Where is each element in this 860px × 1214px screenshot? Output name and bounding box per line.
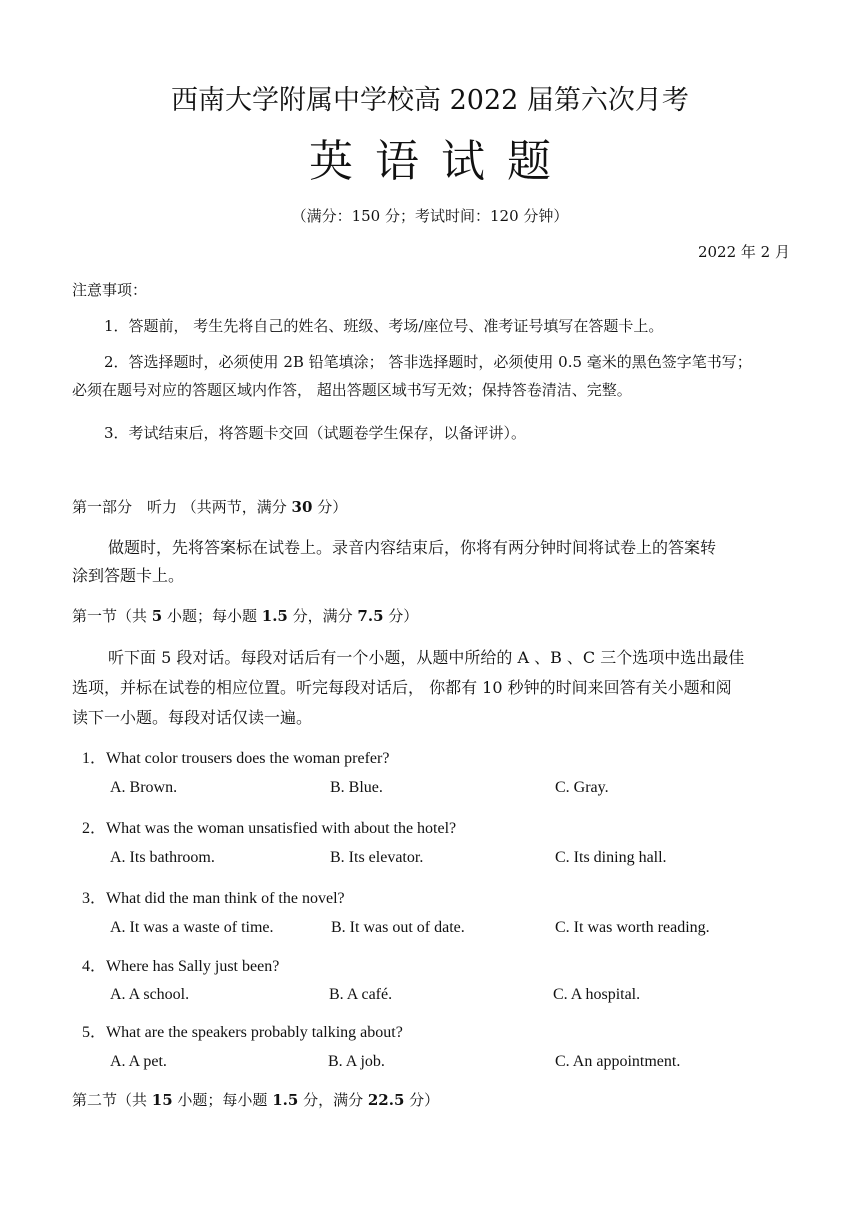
section1-intro-line-3: 读下一小题。每段对话仅读一遍。 <box>72 708 313 727</box>
section2-heading: 第二节（共 15 小题；每小题 1.5 分，满分 22.5 分） <box>72 1091 440 1109</box>
question-number: 5． <box>82 1024 107 1041</box>
question-5 <box>82 1019 403 1042</box>
option-c: C. Gray. <box>555 779 609 796</box>
question-number: 1． <box>82 750 107 767</box>
option-a: A. Brown. <box>110 779 178 796</box>
option-a: A. It was a waste of time. <box>110 919 274 936</box>
question-3 <box>82 885 345 908</box>
notes-item-1: 1．答题前， 考生先将自己的姓名、班级、考场/座位号、准考证号填写在答题卡上。 <box>104 317 664 335</box>
option-c: C. Its dining hall. <box>555 849 667 866</box>
notes-item-3: 3．考试结束后，将答题卡交回（试题卷学生保存，以备评讲）。 <box>104 424 527 442</box>
question-text: What did the man think of the novel? <box>106 890 345 907</box>
option-c: C. It was worth reading. <box>555 919 710 936</box>
question-number: 4． <box>82 958 107 975</box>
question-text: What was the woman unsatisfied with about the hotel? <box>106 820 457 837</box>
question-number: 3． <box>82 890 107 907</box>
part1-intro-line-2: 涂到答题卡上。 <box>72 566 185 585</box>
subject-title: 英语试题 <box>309 136 573 187</box>
option-b: B. A job. <box>328 1053 385 1070</box>
option-b: B. Its elevator. <box>330 849 424 866</box>
notes-item-2-line-2: 必须在题号对应的答题区域内作答， 超出答题区域书写无效；保持答卷清洁、完整。 <box>72 381 632 399</box>
question-text: What color trousers does the woman prefer? <box>106 750 390 767</box>
option-b: B. Blue. <box>330 779 383 796</box>
exam-date: 2022 年 2 月 <box>697 243 790 261</box>
notes-item-2-line-1: 2．答选择题时，必须使用 2B 铅笔填涂； 答非选择题时，必须使用 0.5 毫米的黑色签字笔书写； <box>104 353 752 371</box>
school-title: 西南大学附属中学校高 2022 届第六次月考 <box>171 85 689 116</box>
section1-intro-line-2: 选项，并标在试卷的相应位置。听完每段对话后， 你都有 10 秒钟的时间来回答有关小题和阅 <box>72 678 732 697</box>
option-c: C. An appointment. <box>555 1053 681 1070</box>
option-b: B. A café. <box>329 986 393 1003</box>
section1-heading: 第一节（共 5 小题；每小题 1.5 分，满分 7.5 分） <box>72 607 419 625</box>
exam-info: （满分：150 分；考试时间：120 分钟） <box>291 207 569 225</box>
option-b: B. It was out of date. <box>331 919 465 936</box>
question-text: Where has Sally just been? <box>106 958 280 975</box>
question-number: 2． <box>82 820 107 837</box>
section1-intro-line-1: 听下面 5 段对话。每段对话后有一个小题，从题中所给的 A 、B 、C 三个选项中选出最佳 <box>108 648 745 667</box>
option-c: C. A hospital. <box>553 986 641 1003</box>
question-2 <box>82 815 456 838</box>
question-4 <box>82 953 279 976</box>
part1-intro-line-1: 做题时，先将答案标在试卷上。录音内容结束后，你将有两分钟时间将试卷上的答案转 <box>108 538 717 557</box>
question-1 <box>82 745 389 768</box>
notes-title: 注意事项： <box>72 281 148 299</box>
option-a: A. A school. <box>110 986 190 1003</box>
option-a: A. A pet. <box>110 1053 167 1070</box>
part1-heading: 第一部分 听力 （共两节，满分 30 分） <box>72 498 348 516</box>
option-a: A. Its bathroom. <box>110 849 215 866</box>
question-text: What are the speakers probably talking about? <box>106 1024 403 1041</box>
